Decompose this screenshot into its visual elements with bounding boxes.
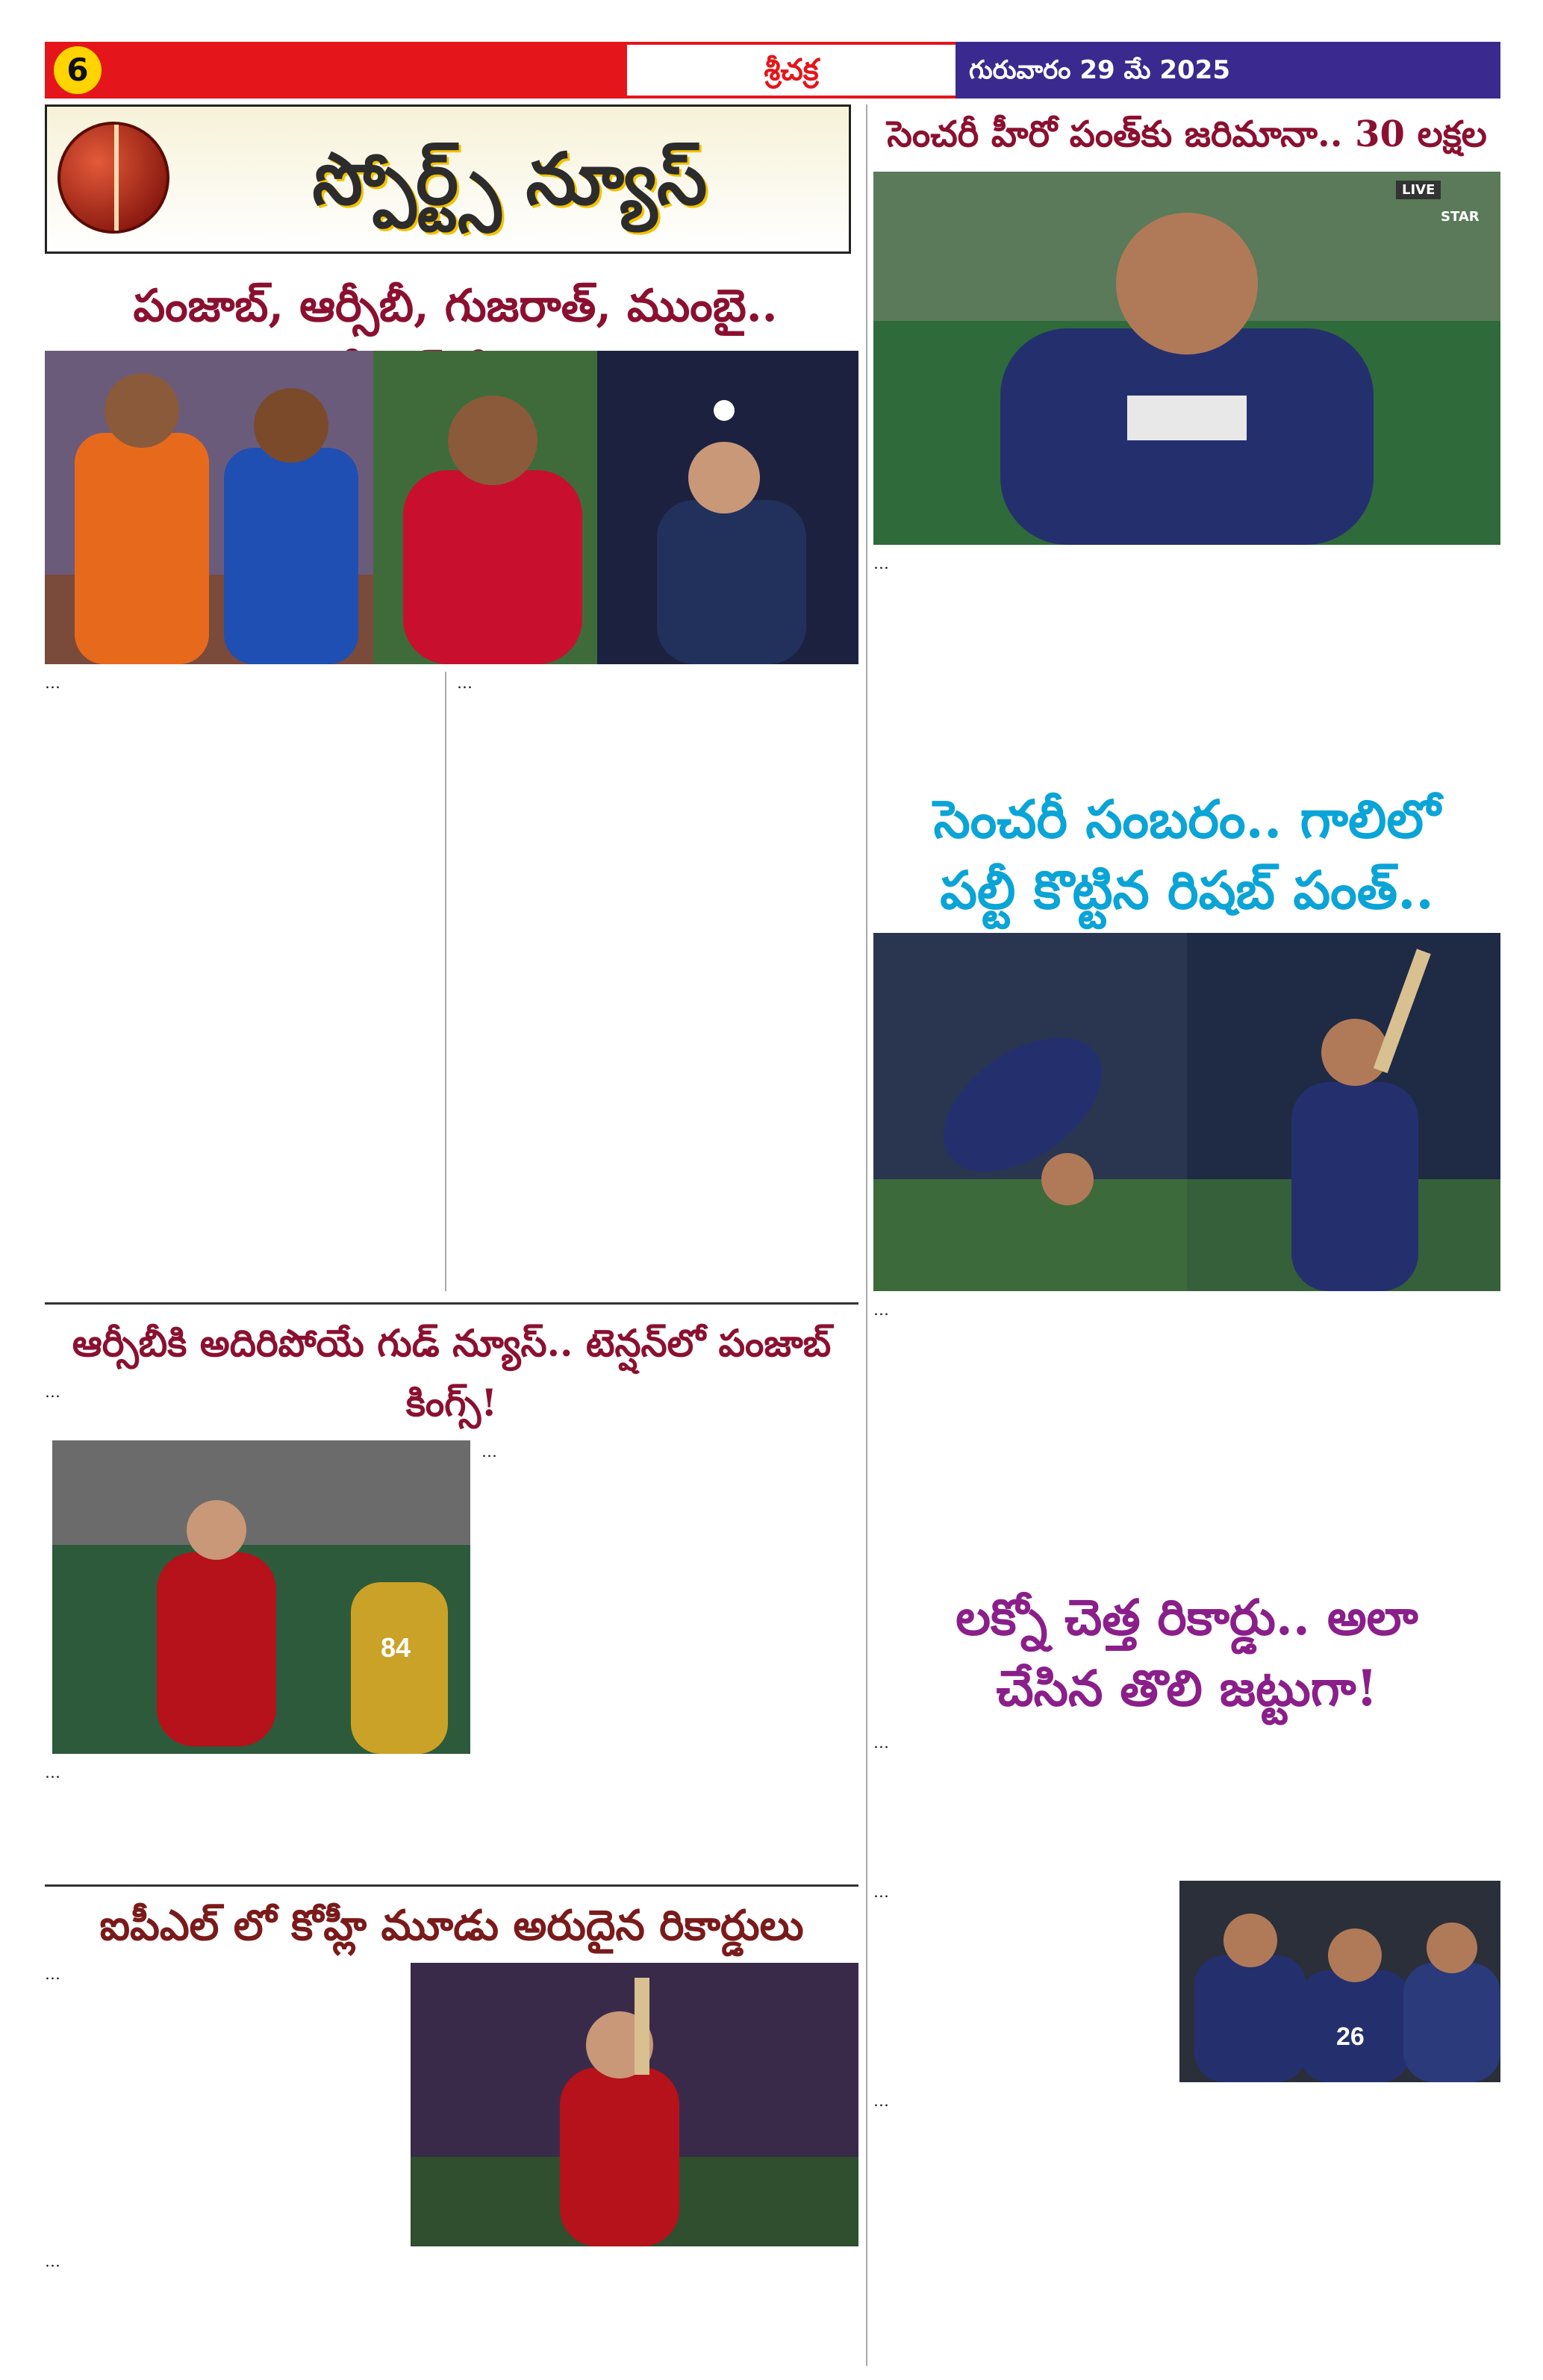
hazlewood-figure [157,1552,276,1746]
article6-body-left: … [873,1883,889,1901]
article3-photo [411,1963,858,2246]
section-rule [45,1884,858,1887]
masthead [45,42,1500,99]
article3-body-left: … [45,1965,60,1983]
column-divider [445,672,446,1291]
live-badge: LIVE [1396,181,1441,199]
article6-photo-image [1179,1881,1500,2082]
lsg-player-3 [1403,1963,1500,2082]
ball-seam [114,125,119,231]
article2-headline: ఆర్సీబీకి అదిరిపోయే గుడ్ న్యూస్.. టెన్షన్‌లో పంజాబ్ కింగ్స్! [72,1321,832,1425]
article5-photo-image [873,933,1500,1291]
article1-photos [45,351,858,664]
masthead-red-band [45,42,627,99]
jersey-number: 84 [381,1632,411,1663]
batting-gloves [1127,396,1247,440]
article2-photo-image [52,1440,470,1754]
newspaper-logo: శ్రీచక్ర [764,52,819,87]
article1-photo-strip [45,351,858,664]
section-title: స్పోర్ట్స్ న్యూస్ [312,137,708,221]
article6-body-top: … [873,1734,889,1752]
article1-headline: పంజాబ్, ఆర్సీబీ, గుజరాత్, ముంబై.. [133,280,778,332]
masthead-logo-area [627,42,956,99]
kohli-figure [560,2067,679,2246]
article4-body: … [873,555,889,572]
raised-bat [635,1978,649,2075]
article6-headline-line2: చేసిన తొలి జట్టుగా! [996,1659,1378,1717]
cricket-ball-icon [57,122,169,234]
article2-body-bottom: … [45,1764,60,1781]
article4-headline: సెంచరీ హీరో పంత్‌కు జరిమానా.. 30 లక్షల [887,113,1487,155]
article2-body-right: … [481,1443,497,1461]
lsg-player-1 [1194,1955,1306,2082]
article4-photo-image [873,172,1500,545]
section-rule [45,1302,858,1305]
article6-photo [1179,1881,1500,2082]
broadcaster-logo: STAR [1441,209,1480,225]
masthead-date-band [956,42,1500,99]
section-banner [45,104,851,254]
page-number: 6 [54,46,102,94]
article5-body: … [873,1301,889,1319]
jersey-number: 26 [1336,2023,1365,2051]
article2-photo [52,1440,470,1754]
batsman-figure [351,1582,448,1754]
article6-body-bottom: … [873,2092,889,2110]
article3-headline: ఐపీఎల్ లో కోహ్లీ మూడు అరుదైన రికార్డులు [99,1901,804,1950]
issue-date: గురువారం 29 మే 2025 [969,55,1230,85]
article5-headline-line1: సెంచరీ సంబరం.. గాలిలో [933,788,1441,850]
page-column-divider [866,104,867,2366]
article1-body-left: … [45,674,60,692]
article3-photo-image [411,1963,858,2246]
article1-body-right: … [457,674,473,692]
article3-body-bottom: … [45,2252,60,2270]
article5-headline-line2: పల్టీ కొట్టిన రిషబ్ పంత్.. [940,859,1434,921]
article2-intro: … [45,1383,60,1401]
article4-photo [873,172,1500,545]
article6-headline-line1: లక్నో చెత్త రికార్డు.. అలా [956,1588,1418,1646]
article5-photo [873,933,1500,1291]
